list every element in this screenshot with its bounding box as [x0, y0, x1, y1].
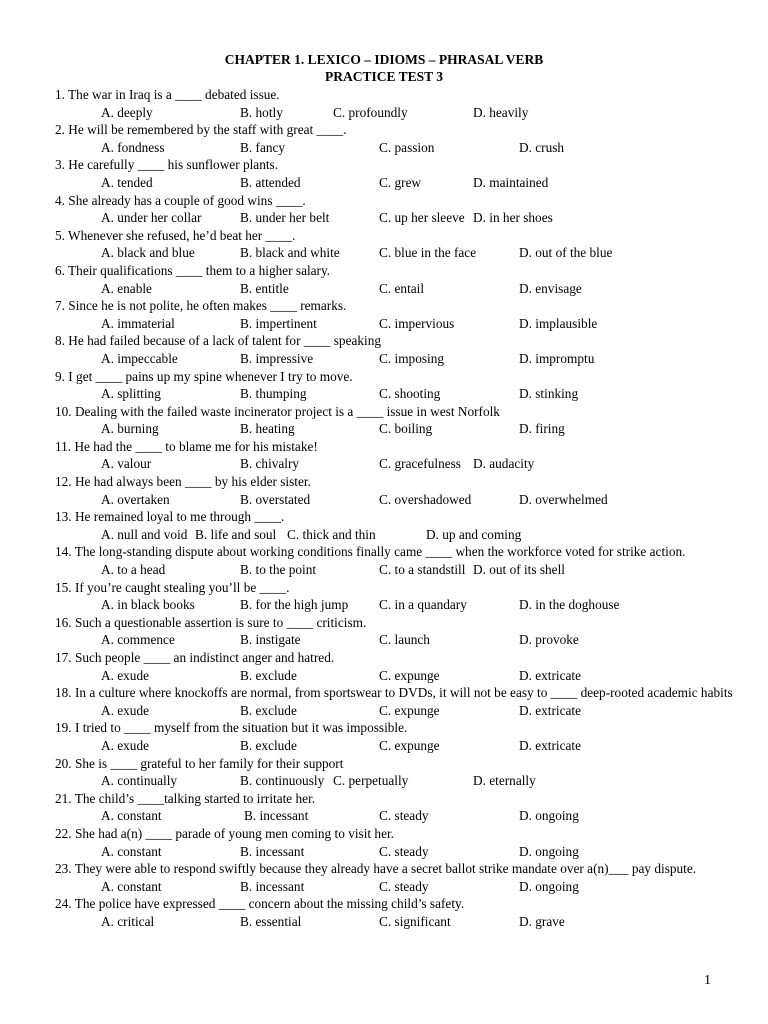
answer-option: A. continually: [101, 773, 178, 789]
answer-options: [55, 843, 745, 861]
answer-option: A. exude: [101, 702, 149, 718]
answer-options: [55, 737, 745, 755]
question-text: 6. Their qualifications ____ them to a higher salary.: [55, 262, 331, 278]
answer-option: A. enable: [101, 280, 152, 296]
answer-option: D. stinking: [519, 386, 579, 402]
answer-option: B. heating: [240, 421, 295, 437]
answer-option: D. extricate: [519, 667, 582, 683]
answer-options: [55, 420, 745, 438]
question-text: 10. Dealing with the failed waste incinerator project is a ____ issue in west Norfolk: [55, 403, 500, 419]
question-text: 5. Whenever she refused, he’d beat her ____.: [55, 227, 296, 243]
question-text: 12. He had always been ____ by his elder sister.: [55, 474, 311, 490]
answer-option: C. passion: [379, 139, 435, 155]
answer-option: A. commence: [101, 632, 175, 648]
answer-option: B. incessant: [240, 878, 305, 894]
answer-option: B. thumping: [240, 386, 307, 402]
answer-option: A. exude: [101, 667, 149, 683]
question-text: 20. She is ____ grateful to her family for their support: [55, 755, 344, 771]
answer-option: C. to a standstill: [379, 562, 466, 578]
answer-option: A. immaterial: [101, 315, 175, 331]
answer-option: C. expunge: [379, 737, 440, 753]
answer-option: B. overstated: [240, 491, 311, 507]
answer-option: A. constant: [101, 878, 162, 894]
answer-option: B. incessant: [240, 843, 305, 859]
answer-option: D. maintained: [473, 174, 549, 190]
answer-options: [55, 139, 745, 157]
question-text: 9. I get ____ pains up my spine whenever I try to move.: [55, 368, 353, 384]
answer-option: C. overshadowed: [379, 491, 472, 507]
answer-options: [55, 385, 745, 403]
question-text: 13. He remained loyal to me through ____.: [55, 509, 285, 525]
answer-option: D. eternally: [473, 773, 536, 789]
answer-option: A. in black books: [101, 597, 195, 613]
question-text: 3. He carefully ____ his sunflower plants.: [55, 157, 279, 173]
answer-option: D. crush: [519, 139, 565, 155]
answer-option: C. launch: [379, 632, 430, 648]
answer-options: [55, 807, 745, 825]
question-text: 22. She had a(n) ____ parade of young men coming to visit her.: [55, 825, 394, 841]
answer-option: A. black and blue: [101, 245, 195, 261]
page-number: 1: [704, 973, 711, 988]
question-text: 7. Since he is not polite, he often makes ____ remarks.: [55, 298, 347, 314]
question-text: 16. Such a questionable assertion is sure to ____ criticism.: [55, 614, 367, 630]
answer-option: C. thick and thin: [287, 526, 376, 542]
answer-option: D. firing: [519, 421, 565, 437]
answer-options: [55, 455, 745, 473]
answer-option: D. impromptu: [519, 350, 595, 366]
answer-option: C. gracefulness: [379, 456, 461, 472]
answer-options: [55, 315, 745, 333]
answer-option: D. implausible: [519, 315, 598, 331]
answer-option: D. audacity: [473, 456, 535, 472]
answer-option: D. out of the blue: [519, 245, 613, 261]
answer-option: B. instigate: [240, 632, 301, 648]
answer-option: C. boiling: [379, 421, 433, 437]
answer-option: A. impeccable: [101, 350, 178, 366]
answer-option: B. life and soul: [195, 526, 277, 542]
answer-option: C. imposing: [379, 350, 445, 366]
question-text: 24. The police have expressed ____ concern about the missing child’s safety.: [55, 896, 465, 912]
answer-option: B. black and white: [240, 245, 340, 261]
answer-option: D. in the doghouse: [519, 597, 620, 613]
answer-option: A. to a head: [101, 562, 166, 578]
answer-option: D. overwhelmed: [519, 491, 608, 507]
answer-option: B. hotly: [240, 104, 283, 120]
answer-option: C. grew: [379, 174, 422, 190]
question-text: 23. They were able to respond swiftly because they already have a secret ballot strike mandate over a(n)___ pay dispute.: [55, 861, 697, 877]
answer-option: D. in her shoes: [473, 210, 553, 226]
answer-option: C. profoundly: [333, 104, 408, 120]
answer-option: C. steady: [379, 843, 429, 859]
answer-options: [55, 491, 745, 509]
answer-options: [55, 596, 745, 614]
page-subtitle: PRACTICE TEST 3: [324, 69, 444, 84]
answer-option: A. overtaken: [101, 491, 170, 507]
answer-option: A. constant: [101, 808, 162, 824]
answer-option: A. valour: [101, 456, 152, 472]
answer-option: D. ongoing: [519, 843, 579, 859]
answer-option: B. fancy: [240, 139, 286, 155]
answer-option: C. expunge: [379, 702, 440, 718]
answer-option: A. splitting: [101, 386, 161, 402]
answer-options: [55, 667, 745, 685]
answer-option: B. continuously: [240, 773, 325, 789]
answer-option: C. up her sleeve: [379, 210, 465, 226]
answer-option: A. under her collar: [101, 210, 202, 226]
answer-option: A. fondness: [101, 139, 165, 155]
question-text: 15. If you’re caught stealing you’ll be ____.: [55, 579, 290, 595]
answer-option: C. in a quandary: [379, 597, 467, 613]
answer-option: D. grave: [519, 913, 565, 929]
answer-option: B. under her belt: [240, 210, 330, 226]
answer-option: A. burning: [101, 421, 159, 437]
answer-option: C. perpetually: [333, 773, 409, 789]
answer-options: [55, 772, 745, 790]
answer-option: D. heavily: [473, 104, 529, 120]
answer-option: C. steady: [379, 878, 429, 894]
answer-options: [55, 631, 745, 649]
answer-option: B. exclude: [240, 667, 297, 683]
answer-option: C. impervious: [379, 315, 455, 331]
answer-option: A. critical: [101, 913, 155, 929]
answer-option: D. up and coming: [426, 526, 522, 542]
answer-option: A. tended: [101, 174, 153, 190]
question-text: 2. He will be remembered by the staff with great ____.: [55, 122, 347, 138]
answer-option: C. significant: [379, 913, 451, 929]
answer-option: A. null and void: [101, 526, 188, 542]
answer-option: C. expunge: [379, 667, 440, 683]
answer-option: D. extricate: [519, 702, 582, 718]
answer-option: B. impertinent: [240, 315, 317, 331]
answer-options: [55, 526, 745, 544]
answer-options: [55, 174, 745, 192]
page-title: CHAPTER 1. LEXICO – IDIOMS – PHRASAL VERB: [224, 52, 544, 67]
answer-options: [55, 878, 745, 896]
answer-option: B. to the point: [240, 562, 317, 578]
answer-option: C. shooting: [379, 386, 441, 402]
answer-option: D. ongoing: [519, 808, 579, 824]
answer-options: [55, 350, 745, 368]
answer-options: [55, 561, 745, 579]
answer-options: [55, 702, 745, 720]
question-text: 11. He had the ____ to blame me for his mistake!: [55, 438, 318, 454]
answer-option: C. entail: [379, 280, 425, 296]
question-list: [55, 86, 745, 931]
question-text: 14. The long-standing dispute about working conditions finally came ____ when the workforce voted for strike action.: [55, 544, 686, 560]
question-text: 19. I tried to ____ myself from the situation but it was impossible.: [55, 720, 408, 736]
answer-option: B. impressive: [240, 350, 314, 366]
answer-option: D. envisage: [519, 280, 582, 296]
answer-option: B. incessant: [244, 808, 309, 824]
answer-options: [55, 244, 745, 262]
answer-option: A. exude: [101, 737, 149, 753]
answer-option: A. deeply: [101, 104, 153, 120]
answer-option: B. attended: [240, 174, 301, 190]
answer-option: B. exclude: [240, 737, 297, 753]
answer-option: B. essential: [240, 913, 302, 929]
answer-option: B. entitle: [240, 280, 289, 296]
answer-option: D. out of its shell: [473, 562, 565, 578]
answer-options: [55, 913, 745, 931]
answer-options: [55, 280, 745, 298]
answer-option: B. exclude: [240, 702, 297, 718]
answer-option: D. ongoing: [519, 878, 579, 894]
question-text: 21. The child’s ____talking started to irritate her.: [55, 790, 316, 806]
question-text: 1. The war in Iraq is a ____ debated issue.: [55, 87, 280, 102]
answer-option: B. chivalry: [240, 456, 300, 472]
answer-option: A. constant: [101, 843, 162, 859]
answer-option: C. steady: [379, 808, 429, 824]
answer-option: D. extricate: [519, 737, 582, 753]
answer-option: C. blue in the face: [379, 245, 477, 261]
answer-options: [55, 209, 745, 227]
answer-options: [55, 104, 745, 122]
question-text: 17. Such people ____ an indistinct anger and hatred.: [55, 650, 335, 665]
question-text: 4. She already has a couple of good wins ____.: [55, 192, 306, 208]
answer-option: B. for the high jump: [240, 597, 349, 613]
question-text: 18. In a culture where knockoffs are normal, from sportswear to DVDs, it will not be easy to ____ deep-rooted academic habits: [55, 685, 733, 701]
question-text: 8. He had failed because of a lack of talent for ____ speaking: [55, 333, 382, 349]
answer-option: D. provoke: [519, 632, 579, 648]
